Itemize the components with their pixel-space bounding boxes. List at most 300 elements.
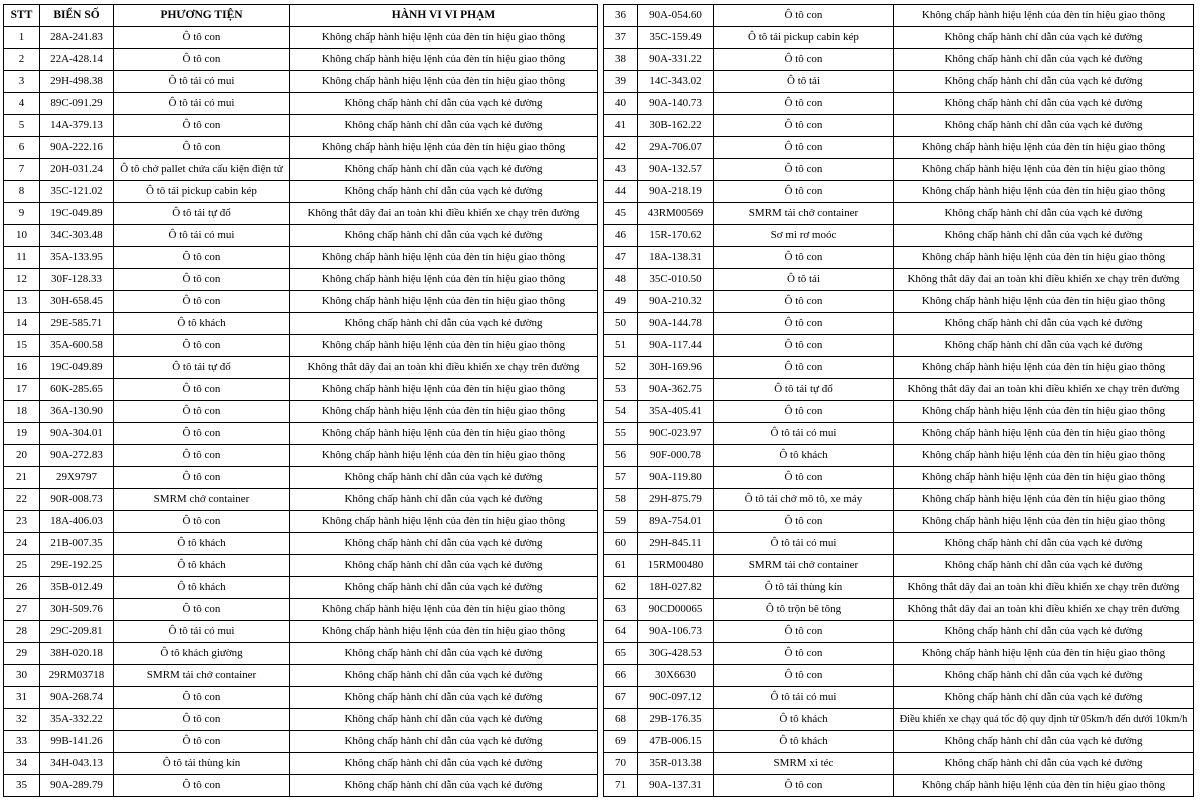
violation-table-right xyxy=(603,4,1194,797)
cell-violation: Không chấp hành hiệu lệnh của đèn tín hiệu giao thông xyxy=(894,159,1194,181)
cell-violation: Không chấp hành hiệu lệnh của đèn tín hiệu giao thông xyxy=(894,5,1194,27)
cell-violation: Không chấp hành hiệu lệnh của đèn tín hiệu giao thông xyxy=(894,423,1194,445)
cell-stt: 38 xyxy=(604,49,638,71)
cell-plate: 90R-008.73 xyxy=(40,489,114,511)
cell-vehicle: Ô tô con xyxy=(714,357,894,379)
cell-plate: 29H-845.11 xyxy=(638,533,714,555)
table-row xyxy=(604,401,1194,423)
cell-stt: 34 xyxy=(4,753,40,775)
table-row xyxy=(604,599,1194,621)
table-row xyxy=(4,577,598,599)
cell-stt: 52 xyxy=(604,357,638,379)
table-row xyxy=(604,5,1194,27)
cell-violation: Không chấp hành hiệu lệnh của đèn tín hiệu giao thông xyxy=(290,423,598,445)
cell-plate: 89C-091.29 xyxy=(40,93,114,115)
cell-violation: Điều khiển xe chạy quá tốc độ quy định từ 05km/h đến dưới 10km/h xyxy=(894,709,1194,731)
cell-plate: 29H-498.38 xyxy=(40,71,114,93)
cell-plate: 28A-241.83 xyxy=(40,27,114,49)
cell-plate: 35A-332.22 xyxy=(40,709,114,731)
cell-violation: Không chấp hành chỉ dẫn của vạch kẻ đường xyxy=(290,489,598,511)
cell-vehicle: Ô tô khách xyxy=(714,445,894,467)
cell-vehicle: Ô tô con xyxy=(714,49,894,71)
cell-plate: 38H-020.18 xyxy=(40,643,114,665)
cell-stt: 37 xyxy=(604,27,638,49)
table-row xyxy=(4,269,598,291)
cell-violation: Không chấp hành chỉ dẫn của vạch kẻ đường xyxy=(290,709,598,731)
table-row xyxy=(4,247,598,269)
cell-vehicle: Ô tô con xyxy=(714,137,894,159)
cell-violation: Không chấp hành hiệu lệnh của đèn tín hiệu giao thông xyxy=(894,775,1194,797)
cell-vehicle: Ô tô con xyxy=(114,731,290,753)
cell-stt: 6 xyxy=(4,137,40,159)
cell-stt: 3 xyxy=(4,71,40,93)
cell-plate: 90A-289.79 xyxy=(40,775,114,797)
cell-violation: Không chấp hành chỉ dẫn của vạch kẻ đường xyxy=(894,533,1194,555)
cell-stt: 64 xyxy=(604,621,638,643)
cell-stt: 22 xyxy=(4,489,40,511)
cell-vehicle: Ô tô tải pickup cabin kép xyxy=(714,27,894,49)
cell-vehicle: Ô tô tải có mui xyxy=(114,225,290,247)
cell-stt: 19 xyxy=(4,423,40,445)
cell-vehicle: Ô tô khách xyxy=(114,555,290,577)
cell-plate: 15RM00480 xyxy=(638,555,714,577)
cell-vehicle: Ô tô con xyxy=(114,269,290,291)
cell-stt: 51 xyxy=(604,335,638,357)
cell-violation: Không chấp hành hiệu lệnh của đèn tín hiệu giao thông xyxy=(894,467,1194,489)
cell-plate: 30F-128.33 xyxy=(40,269,114,291)
cell-vehicle: Ô tô tải có mui xyxy=(714,533,894,555)
cell-stt: 7 xyxy=(4,159,40,181)
table-row xyxy=(4,27,598,49)
cell-stt: 15 xyxy=(4,335,40,357)
cell-plate: 35C-010.50 xyxy=(638,269,714,291)
cell-plate: 29A-706.07 xyxy=(638,137,714,159)
cell-stt: 39 xyxy=(604,71,638,93)
cell-plate: 89A-754.01 xyxy=(638,511,714,533)
cell-stt: 55 xyxy=(604,423,638,445)
cell-violation: Không chấp hành chỉ dẫn của vạch kẻ đường xyxy=(290,467,598,489)
cell-vehicle: Ô tô con xyxy=(714,467,894,489)
cell-violation: Không thắt dây đai an toàn khi điều khiển xe chạy trên đường xyxy=(290,357,598,379)
table-row xyxy=(4,49,598,71)
table-row xyxy=(604,445,1194,467)
cell-violation: Không chấp hành chỉ dẫn của vạch kẻ đường xyxy=(290,93,598,115)
cell-vehicle: Ô tô tải có mui xyxy=(714,423,894,445)
cell-plate: 90A-144.78 xyxy=(638,313,714,335)
table-row xyxy=(604,423,1194,445)
table-row xyxy=(604,687,1194,709)
cell-stt: 36 xyxy=(604,5,638,27)
cell-stt: 57 xyxy=(604,467,638,489)
cell-plate: 29E-585.71 xyxy=(40,313,114,335)
cell-plate: 99B-141.26 xyxy=(40,731,114,753)
cell-vehicle: Ô tô con xyxy=(114,423,290,445)
header-plate: BIỂN SỐ xyxy=(40,5,114,27)
cell-vehicle: Ô tô con xyxy=(114,49,290,71)
cell-vehicle: Ô tô con xyxy=(114,137,290,159)
cell-violation: Không chấp hành chỉ dẫn của vạch kẻ đường xyxy=(290,181,598,203)
cell-stt: 69 xyxy=(604,731,638,753)
cell-plate: 35R-013.38 xyxy=(638,753,714,775)
cell-stt: 21 xyxy=(4,467,40,489)
cell-vehicle: Ô tô khách xyxy=(114,577,290,599)
cell-stt: 41 xyxy=(604,115,638,137)
table-row xyxy=(4,401,598,423)
cell-plate: 35A-600.58 xyxy=(40,335,114,357)
cell-plate: 35C-121.02 xyxy=(40,181,114,203)
cell-stt: 56 xyxy=(604,445,638,467)
cell-stt: 50 xyxy=(604,313,638,335)
cell-violation: Không thắt dây đai an toàn khi điều khiển xe chạy trên đường xyxy=(894,577,1194,599)
cell-vehicle: Ô tô tải xyxy=(714,71,894,93)
cell-stt: 33 xyxy=(4,731,40,753)
cell-violation: Không chấp hành hiệu lệnh của đèn tín hiệu giao thông xyxy=(290,335,598,357)
cell-stt: 32 xyxy=(4,709,40,731)
cell-stt: 20 xyxy=(4,445,40,467)
cell-plate: 90A-054.60 xyxy=(638,5,714,27)
cell-violation: Không chấp hành chỉ dẫn của vạch kẻ đường xyxy=(894,753,1194,775)
cell-vehicle: SMRM xi téc xyxy=(714,753,894,775)
table-row xyxy=(604,203,1194,225)
cell-plate: 90A-140.73 xyxy=(638,93,714,115)
cell-vehicle: Ô tô tải tự đổ xyxy=(114,203,290,225)
cell-plate: 29C-209.81 xyxy=(40,621,114,643)
cell-plate: 19C-049.89 xyxy=(40,203,114,225)
cell-violation: Không chấp hành hiệu lệnh của đèn tín hiệu giao thông xyxy=(894,643,1194,665)
cell-vehicle: Ô tô con xyxy=(714,775,894,797)
cell-violation: Không thắt dây đai an toàn khi điều khiển xe chạy trên đường xyxy=(894,269,1194,291)
cell-plate: 30B-162.22 xyxy=(638,115,714,137)
cell-vehicle: Ô tô con xyxy=(114,687,290,709)
table-row xyxy=(604,93,1194,115)
table-row xyxy=(4,599,598,621)
cell-plate: 43RM00569 xyxy=(638,203,714,225)
cell-stt: 54 xyxy=(604,401,638,423)
cell-plate: 20H-031.24 xyxy=(40,159,114,181)
cell-vehicle: Ô tô con xyxy=(114,401,290,423)
table-row xyxy=(604,643,1194,665)
cell-violation: Không chấp hành hiệu lệnh của đèn tín hiệu giao thông xyxy=(894,247,1194,269)
table-row xyxy=(4,489,598,511)
cell-plate: 90CD00065 xyxy=(638,599,714,621)
cell-plate: 30X6630 xyxy=(638,665,714,687)
cell-stt: 26 xyxy=(4,577,40,599)
table-row xyxy=(604,467,1194,489)
cell-plate: 30G-428.53 xyxy=(638,643,714,665)
cell-vehicle: Ô tô khách xyxy=(714,731,894,753)
cell-stt: 2 xyxy=(4,49,40,71)
cell-violation: Không chấp hành chỉ dẫn của vạch kẻ đường xyxy=(894,731,1194,753)
cell-stt: 16 xyxy=(4,357,40,379)
cell-violation: Không chấp hành hiệu lệnh của đèn tín hiệu giao thông xyxy=(290,401,598,423)
cell-violation: Không chấp hành chỉ dẫn của vạch kẻ đường xyxy=(894,687,1194,709)
cell-stt: 61 xyxy=(604,555,638,577)
table-row xyxy=(4,137,598,159)
cell-stt: 59 xyxy=(604,511,638,533)
violation-table-right-wrapper xyxy=(603,4,1194,797)
cell-violation: Không chấp hành chỉ dẫn của vạch kẻ đường xyxy=(290,225,598,247)
table-row xyxy=(4,181,598,203)
cell-stt: 68 xyxy=(604,709,638,731)
cell-violation: Không chấp hành hiệu lệnh của đèn tín hiệu giao thông xyxy=(894,445,1194,467)
cell-vehicle: Ô tô con xyxy=(714,335,894,357)
cell-vehicle: SMRM tải chở container xyxy=(714,555,894,577)
cell-violation: Không chấp hành chỉ dẫn của vạch kẻ đường xyxy=(894,555,1194,577)
cell-violation: Không chấp hành chỉ dẫn của vạch kẻ đường xyxy=(290,555,598,577)
cell-plate: 35A-133.95 xyxy=(40,247,114,269)
cell-stt: 46 xyxy=(604,225,638,247)
cell-plate: 35B-012.49 xyxy=(40,577,114,599)
cell-violation: Không chấp hành chỉ dẫn của vạch kẻ đường xyxy=(290,665,598,687)
cell-plate: 90A-218.19 xyxy=(638,181,714,203)
cell-violation: Không chấp hành hiệu lệnh của đèn tín hiệu giao thông xyxy=(894,137,1194,159)
cell-vehicle: Ô tô con xyxy=(714,401,894,423)
cell-vehicle: Ô tô con xyxy=(114,445,290,467)
cell-vehicle: Ô tô tải thùng kín xyxy=(114,753,290,775)
cell-stt: 1 xyxy=(4,27,40,49)
cell-plate: 36A-130.90 xyxy=(40,401,114,423)
cell-stt: 58 xyxy=(604,489,638,511)
cell-violation: Không chấp hành hiệu lệnh của đèn tín hiệu giao thông xyxy=(290,511,598,533)
cell-vehicle: Ô tô con xyxy=(114,599,290,621)
cell-vehicle: Ô tô khách xyxy=(114,533,290,555)
cell-plate: 29RM03718 xyxy=(40,665,114,687)
cell-violation: Không chấp hành hiệu lệnh của đèn tín hiệu giao thông xyxy=(894,181,1194,203)
cell-plate: 29B-176.35 xyxy=(638,709,714,731)
cell-plate: 15R-170.62 xyxy=(638,225,714,247)
table-row xyxy=(604,621,1194,643)
cell-plate: 29X9797 xyxy=(40,467,114,489)
table-row xyxy=(4,225,598,247)
table-row xyxy=(4,335,598,357)
cell-stt: 27 xyxy=(4,599,40,621)
cell-stt: 62 xyxy=(604,577,638,599)
cell-vehicle: Ô tô con xyxy=(114,467,290,489)
cell-stt: 5 xyxy=(4,115,40,137)
cell-stt: 43 xyxy=(604,159,638,181)
cell-stt: 23 xyxy=(4,511,40,533)
cell-vehicle: SMRM tải chở container xyxy=(114,665,290,687)
table-row xyxy=(604,775,1194,797)
table-row xyxy=(604,335,1194,357)
cell-violation: Không chấp hành hiệu lệnh của đèn tín hiệu giao thông xyxy=(290,49,598,71)
cell-stt: 67 xyxy=(604,687,638,709)
cell-plate: 29H-875.79 xyxy=(638,489,714,511)
cell-vehicle: Ô tô tải xyxy=(714,269,894,291)
cell-violation: Không chấp hành chỉ dẫn của vạch kẻ đường xyxy=(290,753,598,775)
table-row xyxy=(604,27,1194,49)
cell-vehicle: Ô tô tải thùng kín xyxy=(714,577,894,599)
cell-vehicle: Ô tô tải tự đổ xyxy=(714,379,894,401)
cell-vehicle: Ô tô tải chở mô tô, xe máy xyxy=(714,489,894,511)
cell-vehicle: Ô tô con xyxy=(114,27,290,49)
cell-stt: 48 xyxy=(604,269,638,291)
cell-stt: 63 xyxy=(604,599,638,621)
cell-stt: 24 xyxy=(4,533,40,555)
cell-plate: 90A-222.16 xyxy=(40,137,114,159)
cell-vehicle: Ô tô con xyxy=(114,379,290,401)
table-row xyxy=(4,687,598,709)
cell-plate: 21B-007.35 xyxy=(40,533,114,555)
cell-stt: 12 xyxy=(4,269,40,291)
cell-vehicle: SMRM chở container xyxy=(114,489,290,511)
cell-stt: 29 xyxy=(4,643,40,665)
table-row xyxy=(604,665,1194,687)
cell-stt: 42 xyxy=(604,137,638,159)
table-row xyxy=(604,159,1194,181)
cell-vehicle: Ô tô con xyxy=(714,159,894,181)
cell-plate: 18H-027.82 xyxy=(638,577,714,599)
cell-plate: 90C-023.97 xyxy=(638,423,714,445)
cell-stt: 71 xyxy=(604,775,638,797)
cell-stt: 14 xyxy=(4,313,40,335)
cell-plate: 90A-272.83 xyxy=(40,445,114,467)
cell-plate: 35A-405.41 xyxy=(638,401,714,423)
cell-violation: Không chấp hành chỉ dẫn của vạch kẻ đường xyxy=(894,115,1194,137)
cell-violation: Không chấp hành hiệu lệnh của đèn tín hiệu giao thông xyxy=(290,247,598,269)
table-row xyxy=(604,181,1194,203)
cell-vehicle: Ô tô con xyxy=(714,247,894,269)
cell-violation: Không chấp hành chỉ dẫn của vạch kẻ đường xyxy=(290,775,598,797)
table-row xyxy=(604,731,1194,753)
table-row xyxy=(604,533,1194,555)
violation-table-left-wrapper xyxy=(3,4,598,797)
cell-stt: 60 xyxy=(604,533,638,555)
cell-violation: Không chấp hành hiệu lệnh của đèn tín hiệu giao thông xyxy=(290,599,598,621)
cell-vehicle: Ô tô khách xyxy=(114,313,290,335)
table-row xyxy=(4,291,598,313)
cell-stt: 13 xyxy=(4,291,40,313)
table-row xyxy=(4,533,598,555)
cell-vehicle: Ô tô con xyxy=(714,643,894,665)
cell-violation: Không chấp hành chỉ dẫn của vạch kẻ đường xyxy=(290,159,598,181)
table-row xyxy=(4,621,598,643)
cell-stt: 28 xyxy=(4,621,40,643)
cell-plate: 34C-303.48 xyxy=(40,225,114,247)
table-row xyxy=(604,291,1194,313)
cell-plate: 30H-509.76 xyxy=(40,599,114,621)
cell-plate: 90C-097.12 xyxy=(638,687,714,709)
cell-plate: 90A-268.74 xyxy=(40,687,114,709)
table-row xyxy=(604,49,1194,71)
cell-violation: Không chấp hành chỉ dẫn của vạch kẻ đường xyxy=(290,643,598,665)
table-row xyxy=(4,93,598,115)
cell-plate: 60K-285.65 xyxy=(40,379,114,401)
cell-vehicle: Ô tô con xyxy=(114,115,290,137)
table-row xyxy=(4,555,598,577)
cell-vehicle: Ô tô con xyxy=(114,291,290,313)
cell-plate: 90A-210.32 xyxy=(638,291,714,313)
cell-violation: Không chấp hành chỉ dẫn của vạch kẻ đường xyxy=(290,533,598,555)
table-row xyxy=(604,137,1194,159)
cell-violation: Không chấp hành hiệu lệnh của đèn tín hiệu giao thông xyxy=(290,445,598,467)
table-row xyxy=(604,269,1194,291)
cell-vehicle: Ô tô con xyxy=(714,93,894,115)
table-row xyxy=(604,489,1194,511)
cell-vehicle: Ô tô con xyxy=(114,511,290,533)
cell-violation: Không chấp hành chỉ dẫn của vạch kẻ đường xyxy=(894,203,1194,225)
table-row xyxy=(4,313,598,335)
table-row xyxy=(604,71,1194,93)
cell-plate: 14C-343.02 xyxy=(638,71,714,93)
cell-violation: Không chấp hành chỉ dẫn của vạch kẻ đường xyxy=(894,27,1194,49)
cell-vehicle: Ô tô con xyxy=(714,115,894,137)
cell-stt: 10 xyxy=(4,225,40,247)
cell-vehicle: Ô tô tải pickup cabin kép xyxy=(114,181,290,203)
cell-plate: 90A-362.75 xyxy=(638,379,714,401)
cell-stt: 18 xyxy=(4,401,40,423)
cell-violation: Không chấp hành chỉ dẫn của vạch kẻ đường xyxy=(894,335,1194,357)
table-row xyxy=(4,775,598,797)
cell-stt: 66 xyxy=(604,665,638,687)
cell-stt: 17 xyxy=(4,379,40,401)
cell-stt: 70 xyxy=(604,753,638,775)
table-row xyxy=(4,357,598,379)
cell-stt: 49 xyxy=(604,291,638,313)
table-row xyxy=(4,511,598,533)
cell-stt: 11 xyxy=(4,247,40,269)
table-row xyxy=(4,115,598,137)
cell-plate: 18A-138.31 xyxy=(638,247,714,269)
cell-violation: Không thắt dây đai an toàn khi điều khiển xe chạy trên đường xyxy=(894,379,1194,401)
cell-vehicle: Ô tô con xyxy=(114,247,290,269)
cell-vehicle: Ô tô khách giường xyxy=(114,643,290,665)
table-row xyxy=(4,71,598,93)
cell-vehicle: Ô tô tải có mui xyxy=(114,621,290,643)
cell-plate: 90A-117.44 xyxy=(638,335,714,357)
cell-violation: Không thắt dây đai an toàn khi điều khiển xe chạy trên đường xyxy=(290,203,598,225)
cell-vehicle: Ô tô con xyxy=(714,291,894,313)
cell-plate: 90A-304.01 xyxy=(40,423,114,445)
table-row xyxy=(4,753,598,775)
cell-stt: 40 xyxy=(604,93,638,115)
cell-stt: 44 xyxy=(604,181,638,203)
cell-violation: Không chấp hành hiệu lệnh của đèn tín hiệu giao thông xyxy=(894,489,1194,511)
cell-plate: 30H-169.96 xyxy=(638,357,714,379)
cell-violation: Không chấp hành chỉ dẫn của vạch kẻ đường xyxy=(894,665,1194,687)
cell-vehicle: Ô tô con xyxy=(714,511,894,533)
cell-stt: 8 xyxy=(4,181,40,203)
table-row xyxy=(4,731,598,753)
table-row xyxy=(4,643,598,665)
cell-violation: Không chấp hành chỉ dẫn của vạch kẻ đường xyxy=(894,71,1194,93)
cell-violation: Không chấp hành chỉ dẫn của vạch kẻ đường xyxy=(894,49,1194,71)
table-row xyxy=(604,247,1194,269)
cell-violation: Không chấp hành chỉ dẫn của vạch kẻ đường xyxy=(290,115,598,137)
cell-plate: 22A-428.14 xyxy=(40,49,114,71)
cell-stt: 45 xyxy=(604,203,638,225)
cell-plate: 47B-006.15 xyxy=(638,731,714,753)
table-row xyxy=(4,445,598,467)
cell-vehicle: Ô tô trộn bê tông xyxy=(714,599,894,621)
cell-violation: Không chấp hành chỉ dẫn của vạch kẻ đường xyxy=(290,731,598,753)
cell-violation: Không thắt dây đai an toàn khi điều khiển xe chạy trên đường xyxy=(894,599,1194,621)
cell-violation: Không chấp hành hiệu lệnh của đèn tín hiệu giao thông xyxy=(290,137,598,159)
violation-table-left xyxy=(3,4,598,797)
cell-vehicle: Ô tô con xyxy=(114,775,290,797)
table-row xyxy=(604,357,1194,379)
cell-stt: 31 xyxy=(4,687,40,709)
cell-violation: Không chấp hành hiệu lệnh của đèn tín hiệu giao thông xyxy=(290,621,598,643)
cell-vehicle: Ô tô con xyxy=(714,313,894,335)
cell-plate: 90A-137.31 xyxy=(638,775,714,797)
cell-violation: Không chấp hành hiệu lệnh của đèn tín hiệu giao thông xyxy=(290,71,598,93)
table-row xyxy=(604,225,1194,247)
cell-plate: 90F-000.78 xyxy=(638,445,714,467)
table-row xyxy=(604,511,1194,533)
cell-plate: 18A-406.03 xyxy=(40,511,114,533)
cell-stt: 30 xyxy=(4,665,40,687)
